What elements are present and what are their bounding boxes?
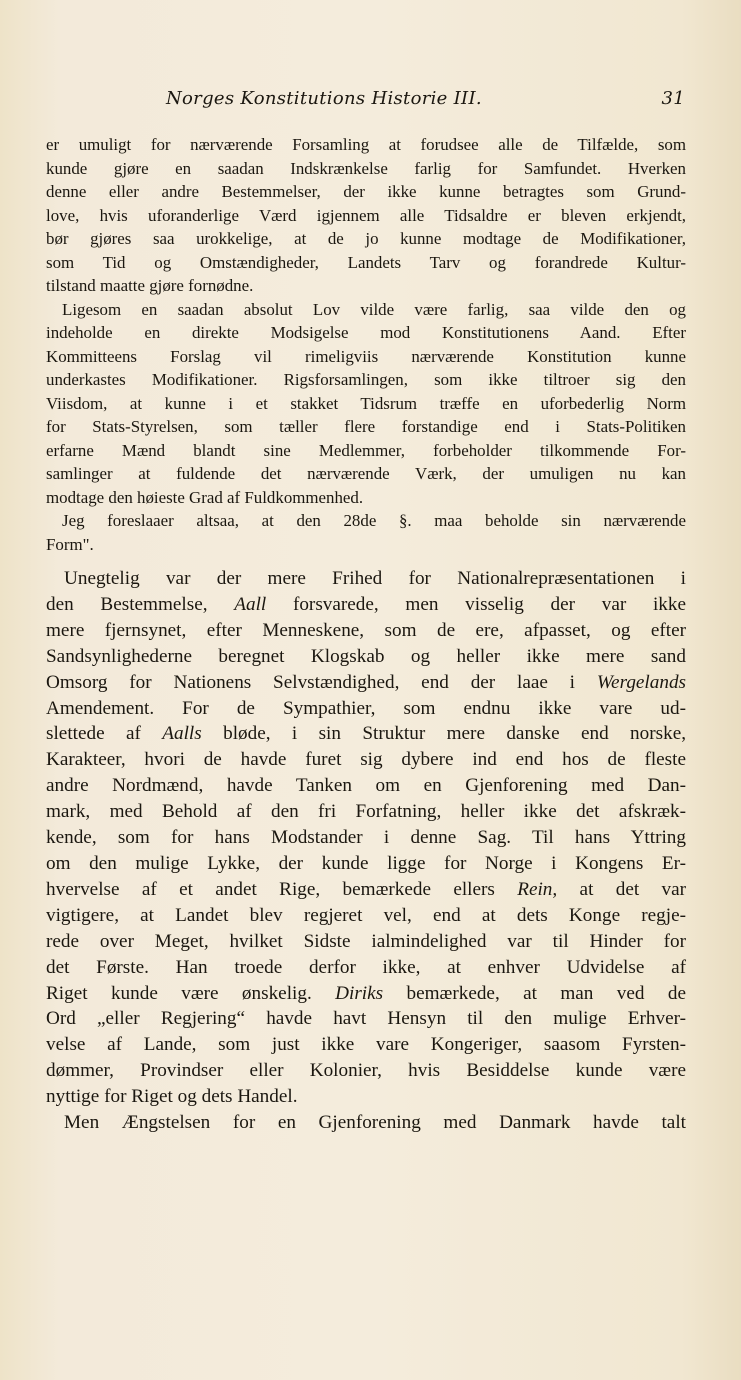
body-text: forsvarede, men visselig der var ikke (292, 593, 686, 615)
name-rein: Rein, (517, 878, 558, 900)
body-line: rede over Meget, hvilket Sidste ialmindelighed var til Hinder for (46, 930, 686, 952)
quote-line: love, hvis uforanderlige Værd igjennem alle Tidsaldre er bleven erkjendt, (46, 205, 686, 225)
quote-line: erfarne Mænd blandt sine Medlemmer, forbeholder tilkommende For- (46, 440, 686, 460)
name-wergeland: Wergelands (596, 671, 687, 693)
body-line (46, 592, 686, 618)
body-line: Ord „eller Regjering“ havde havt Hensyn til den mulige Erhver- (46, 1008, 686, 1030)
body-text: slettede af (46, 723, 141, 745)
body-line: mark, med Behold af den fri Forfatning, heller ikke det afskræk- (46, 801, 686, 823)
body-line: det Første. Han troede derfor ikke, at enhver Udvidelse af (46, 956, 686, 978)
body-line: kende, som for hans Modstander i denne Sag. Til hans Yttring (46, 827, 686, 849)
body-text: Riget kunde være ønskelig. (46, 982, 312, 1004)
body-text: at det var (579, 878, 687, 900)
name-aalls: Aalls (162, 723, 202, 745)
body-line (46, 981, 686, 1007)
body-text: bløde, i sin Struktur mere danske end norske, (223, 723, 687, 745)
body-line: mere fjernsynet, efter Menneskene, som de ere, afpasset, og efter (46, 619, 686, 641)
quote-line: Kommitteens Forslag vil rimeligviis nærværende Konstitution kunne (46, 346, 686, 366)
name-aall: Aall (234, 593, 267, 615)
quote-line: indeholde en direkte Modsigelse mod Konstitutionens Aand. Efter (46, 323, 686, 342)
quote-line: modtage den høieste Grad af Fuldkommenhed. (46, 487, 364, 507)
main-text (46, 566, 686, 1136)
quote-line: bør gjøres saa urokkelige, at de jo kunne modtage de Modifikationer, (46, 229, 686, 248)
body-text: den Bestemmelse, (46, 593, 208, 615)
quote-line: Form". (46, 534, 94, 554)
quote-line: er umuligt for nærværende Forsamling at forudsee alle de Tilfælde, som (46, 135, 686, 154)
body-line: om den mulige Lykke, der kunde ligge for Norge i Kongens Er- (46, 852, 686, 874)
name-diriks: Diriks (335, 982, 384, 1004)
body-line: vigtigere, at Landet blev regjeret vel, end at dets Konge regje- (46, 904, 686, 926)
body-text: Omsorg for Nationens Selvstændighed, end der laae i (46, 671, 576, 693)
quote-line: Viisdom, at kunne i et stakket Tidsrum træffe en uforbederlig Norm (46, 393, 686, 413)
body-line: Karakteer, hvori de havde furet sig dybere ind end hos de fleste (46, 749, 686, 771)
body-line: Sandsynlighederne beregnet Klogskab og heller ikke mere sand (46, 645, 686, 667)
body-line (46, 877, 686, 903)
page-header (46, 88, 685, 112)
quote-line: Ligesom en saadan absolut Lov vilde være farlig, saa vilde den og (62, 299, 686, 319)
quote-line: for Stats-Styrelsen, som tæller flere forstandige end i Stats-Politiken (46, 417, 686, 436)
body-line (46, 721, 686, 747)
quote-line: denne eller andre Bestemmelser, der ikke kunne betragtes som Grund- (46, 182, 686, 201)
body-line: nyttige for Riget og dets Handel. (46, 1086, 298, 1108)
quoted-passage (46, 133, 686, 556)
quote-line: Jeg foreslaaer altsaa, at den 28de §. maa beholde sin nærværende (62, 511, 686, 530)
quote-line: som Tid og Omstændigheder, Landets Tarv og forandrede Kultur- (46, 252, 686, 272)
quote-line: samlinger at fuldende det nærværende Værk, der umuligen nu kan (46, 464, 686, 483)
body-text: hvervelse af et andet Rige, bemærkede ellers (46, 878, 495, 900)
quote-line: underkastes Modifikationer. Rigsforsamlingen, som ikke tiltroer sig den (46, 370, 686, 389)
quote-line: tilstand maatte gjøre fornødne. (46, 276, 254, 295)
running-title: Norges Konstitutions Historie III. (166, 88, 482, 109)
body-line: Amendement. For de Sympathier, som endnu ikke vare ud- (46, 697, 686, 719)
body-line: Men Ængstelsen for en Gjenforening med Danmark havde talt (64, 1112, 686, 1134)
body-text: bemærkede, at man ved de (406, 982, 686, 1004)
page-number: 31 (661, 88, 685, 109)
quote-line: kunde gjøre en saadan Indskrænkelse farlig for Samfundet. Hverken (46, 158, 686, 178)
body-line: dømmer, Provindser eller Kolonier, hvis Besiddelse kunde være (46, 1060, 686, 1082)
body-line (46, 670, 686, 696)
body-line: velse af Lande, som just ikke vare Kongeriger, saasom Fyrsten- (46, 1034, 686, 1056)
body-line: andre Nordmænd, havde Tanken om en Gjenforening med Dan- (46, 775, 686, 797)
body-line: Unegtelig var der mere Frihed for Nationalrepræsentationen i (64, 568, 686, 589)
